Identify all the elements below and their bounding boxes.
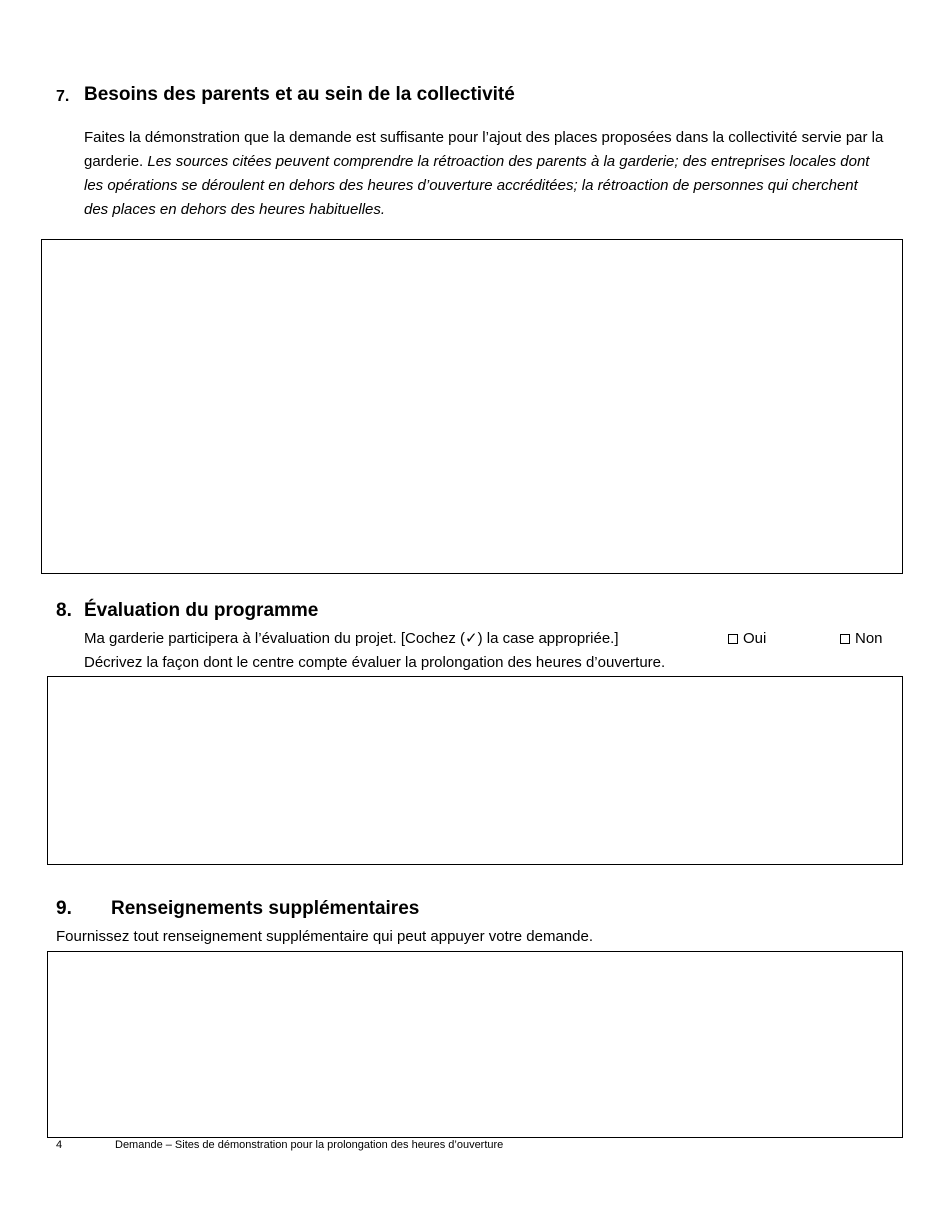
option-oui-label: Oui <box>743 630 767 647</box>
section-9-instructions: Fournissez tout renseignement supplémentaire qui peut appuyer votre demande. <box>56 928 593 945</box>
section-8-describe-text: Décrivez la façon dont le centre compte évaluer la prolongation des heures d’ouverture. <box>84 654 666 671</box>
section-9-title: Renseignements supplémentaires <box>111 898 420 919</box>
section-9-response-field[interactable] <box>47 951 903 1138</box>
footer-title: Demande – Sites de démonstration pour la prolongation des heures d’ouverture <box>115 1139 504 1151</box>
section-8-title: Évaluation du programme <box>84 600 319 621</box>
option-oui[interactable] <box>728 627 766 651</box>
checkbox-non[interactable] <box>840 634 850 644</box>
section-8-response-field[interactable] <box>47 676 903 865</box>
section-8-participation-text: Ma garderie participera à l’évaluation du projet. [Cochez (✓) la case appropriée.] <box>84 630 619 647</box>
section-9-number: 9. <box>56 898 72 919</box>
option-non-label: Non <box>855 630 883 647</box>
section-7-number: 7. <box>56 88 70 105</box>
checkbox-oui[interactable] <box>728 634 738 644</box>
section-7-instructions <box>84 126 884 222</box>
section-7-instructions-regular: Faites la démonstration que la demande est suffisante pour l’ajout des places proposées dans la collectivité servie par la garderie. <box>84 129 884 170</box>
footer-page-number: 4 <box>56 1139 63 1151</box>
section-7-instructions-italic: Les sources citées peuvent comprendre la rétroaction des parents à la garderie; des entreprises locales dont les opérations se déroulent en dehors des heures d’ouverture accréditées; la rétroaction de personnes qui cherchent des places en dehors des heures habituelles. <box>84 153 870 218</box>
section-8-number: 8. <box>56 600 72 621</box>
section-7-title: Besoins des parents et au sein de la collectivité <box>84 84 515 105</box>
option-non[interactable] <box>840 627 883 651</box>
section-7-response-field[interactable] <box>41 239 903 574</box>
